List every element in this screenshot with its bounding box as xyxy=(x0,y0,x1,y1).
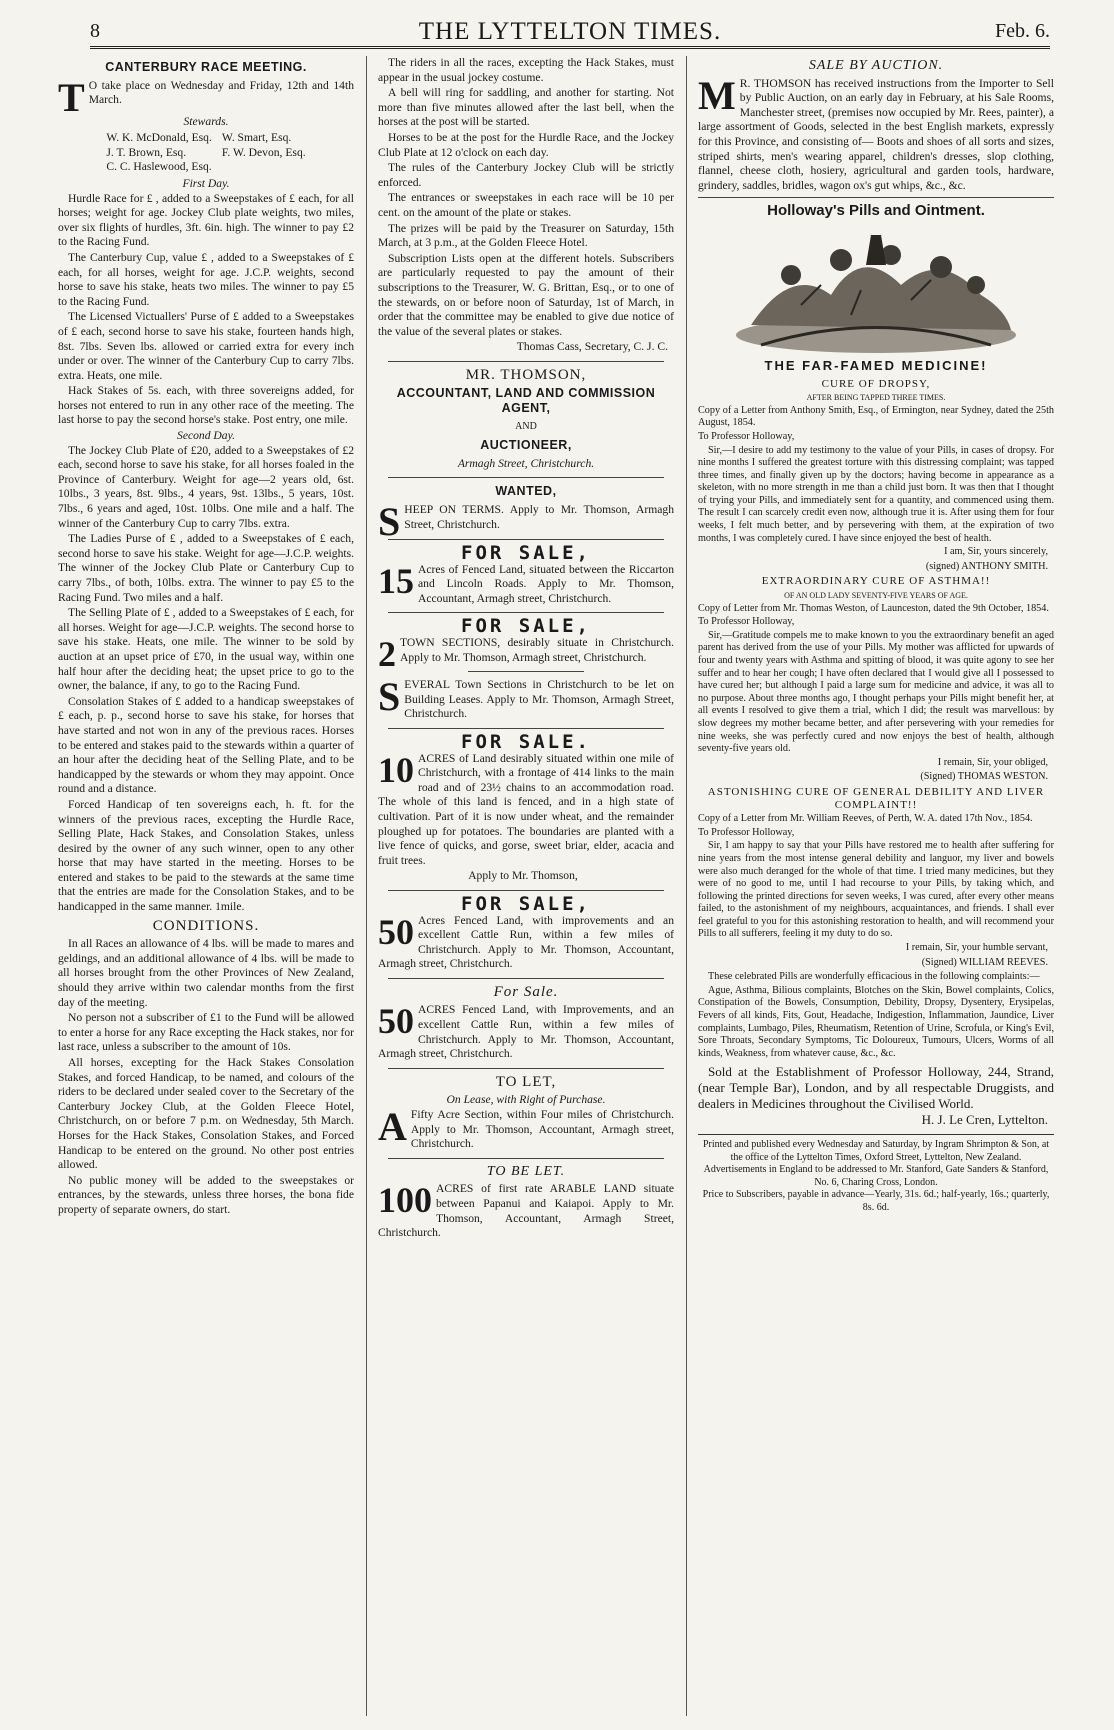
divider xyxy=(388,477,664,478)
ad-50-acres-run: 50 ACRES Fenced Land, with Improvements, and an excellent Cattle Run, within a few miles of Christchurch. Apply to Mr. Thomson, Accountant, Armagh street, Christchurch. xyxy=(378,1001,674,1061)
stewards-left: W. K. McDonald, Esq. J. T. Brown, Esq. C. C. Haslewood, Esq. xyxy=(106,131,212,174)
dropsy-heading: CURE OF DROPSY, xyxy=(821,377,931,390)
issue-date: Feb. 6. xyxy=(995,20,1050,42)
race-entry: Hack Stakes of 5s. each, with three sovereigns added, for horses not entered to run in any other race of the meeting. The last horse to pay the second horse's stake. Post entry, one mile. xyxy=(58,384,354,427)
complaints-list: Ague, Asthma, Bilious complaints, Blotches on the Skin, Bowel complaints, Colics, Constipation of the Bowels, Consumption, Debility, Dropsy, Dysentery, Erysipelas, Fevers of all kinds, Fits, Gout, Headache, Indigestion, Inflammation, Jaundice, Liver complaints, Lumbago, Piles, Rheumatism, Retention of Urine, Scrofula, or King's Evil, Sore Throats, Secondary Symptoms, Tic Doloureux, Tumours, Ulcers, Worms of all kinds, Weakness, from whatever cause, &c., &c. xyxy=(698,984,1054,1059)
divider xyxy=(388,1158,664,1159)
column-divider xyxy=(366,56,367,1716)
condition-paragraph: No public money will be added to the sweepstakes or entrances, by the stewards, unless three horses, the bona fide property of separate owners, do start. xyxy=(58,1173,354,1216)
ad-apply: Apply to Mr. Thomson, xyxy=(468,869,578,883)
newspaper-title: THE LYTTELTON TIMES. xyxy=(418,18,722,45)
race-rule: Horses to be at the post for the Hurdle Race, and the Jockey Club Plate at 12 o'clock on each day. xyxy=(378,130,674,159)
divider xyxy=(388,539,664,540)
sold-at: Sold at the Establishment of Professor Holloway, 244, Strand, (near Temple Bar), London, and by all respectable Druggists, and dealers in Medicines throughout the Civilised World. xyxy=(698,1064,1054,1112)
dropsy-copy: Copy of a Letter from Anthony Smith, Esq., of Ermington, near Sydney, dated the 25th August, 1854. xyxy=(698,404,1054,429)
race-entry: The Ladies Purse of £ , added to a Sweepstakes of £ each, second horse to save his stake. Weight for age—J.C.P. weights. The winner of the Jockey Club Plate or Canterbury Cup to carry 7lbs., of both, 10lbs. extra. The winner to pay £5 to the Racing Fund. Two miles and a half. xyxy=(58,532,354,604)
condition-paragraph: No person not a subscriber of £1 to the Fund will be allowed to enter a horse for any Race excepting the Hack stakes, nor for last race, unless a subscriber to the amount of 10s. xyxy=(58,1011,354,1054)
stewards-right: W. Smart, Esq. F. W. Devon, Esq. xyxy=(221,131,306,159)
stewards-list xyxy=(58,131,354,175)
page-number: 8 xyxy=(90,20,100,42)
auction-notice: M R. THOMSON has received instructions from the Importer to Sell by Public Auction, on an early day in February, at his Sale Rooms, Manchester street, (premises now occupied by Mr. Rees, painter), a large assortment of Goods, selected in the best English markets, expressly for this Province, and consisting of— Boots and shoes of all sorts and sizes, striped shirts, men's wearing apparel, children's dresses, slop clothing, flannel, cheese cloth, hosiery, agricultural and garden tools, hardware, grindery, saddles, bridles, wagon ox's gut whips, &c., &c. xyxy=(698,72,1054,192)
dropsy-letter: Sir,—I desire to add my testimony to the value of your Pills, in cases of dropsy. For nine months I suffered the greatest torture with this distressing complaint; was tapped three times, and finally given up by the doctors; having become in appearance as a skeleton, with no more strength in me than a child just born. It was then that I thought of trying your Pills, and immediately sent for a quantity, and commenced using them. The result I can scarcely credit even now, although true it is. After using them for four weeks, I felt much better, and by persevering with them, at the expiration of two months, I was completely cured. I have since enjoyed the best of health. xyxy=(698,444,1054,544)
asthma-subheading: OF AN OLD LADY SEVENTY-FIVE YEARS OF AGE. xyxy=(784,591,968,601)
column-race-meeting xyxy=(58,56,354,1716)
ad-sheep: SHEEP ON TERMS. Apply to Mr. Thomson, Armagh Street, Christchurch. xyxy=(378,499,674,545)
race-intro: T O take place on Wednesday and Friday, 12th and 14th March. xyxy=(58,74,354,120)
debility-signature: (Signed) WILLIAM REEVES. xyxy=(921,956,1048,968)
for-sale-heading: FOR SALE, xyxy=(461,542,591,565)
column-advertisements xyxy=(378,56,674,1716)
secretary-signature: Thomas Cass, Secretary, C. J. C. xyxy=(516,340,668,354)
ad-town-sections: 2 TOWN SECTIONS, desirably situate in Christchurch. Apply to Mr. Thomson, Armagh street, Christchurch. xyxy=(378,634,674,674)
footer-price: Price to Subscribers, payable in advance—Yearly, 31s. 6d.; half-yearly, 16s.; quarterly, 8s. 6d. xyxy=(702,1189,1050,1213)
race-entry: Hurdle Race for £ , added to a Sweepstakes of £ each, for all horses; weight for age. Jockey Club plate weights, two miles, over six flights of hurdles, 3ft. 6in. high. The winner to pay £2 to the Racing Fund. xyxy=(58,191,354,249)
dropsy-salutation: To Professor Holloway, xyxy=(698,430,795,442)
engraving-illustration xyxy=(731,225,1021,355)
to-be-let-heading: TO BE LET. xyxy=(486,1163,566,1179)
race-entry: The Jockey Club Plate of £20, added to a Sweepstakes of £2 each, second horse to save his stake, for all horses foaled in the Province of Canterbury. Weight for age—2 years old, 6st. 10lbs., 3 years, 8st. 9lbs., 4 years, 9st. 13lbs., 5 years, 10st. 7lbs., 6 years and aged, 10st. 10lbs. One mile and a half. The winner of the Canterbury Cup to carry 7lbs. extra. xyxy=(58,443,354,530)
race-entry: Forced Handicap of ten sovereigns each, h. ft. for the winners of the previous races, excepting the Hurdle Race, Selling Plate, Hack Stakes, and Consolation Stakes, unless desired by the owner of any such winner, open to any other horse that may have started in the meeting. Horses to be entered and stakes to be paid to the stewards at the same time that the entries are made for the Consolation Stakes, and to be handicapped in the same manner. 1mile. xyxy=(58,797,354,914)
asthma-copy: Copy of Letter from Mr. Thomas Weston, of Launceston, dated the 9th October, 1854. xyxy=(698,602,1049,614)
ad-fifty-acre: A Fifty Acre Section, within Four miles of Christchurch. Apply to Mr. Thomson, Accountant, Armagh street, Christchurch. xyxy=(378,1104,674,1151)
second-day-label: Second Day. xyxy=(177,429,235,443)
to-let-heading: TO LET, xyxy=(495,1073,557,1090)
divider xyxy=(468,671,584,672)
wanted-heading: WANTED, xyxy=(495,484,557,499)
masthead xyxy=(90,14,1050,49)
divider xyxy=(388,361,664,362)
race-rule: A bell will ring for saddling, and another for starting. Not more than five minutes allowed after the last bell, when the horses at the post will be started. xyxy=(378,86,674,129)
thomson-and: AND xyxy=(515,420,537,432)
column-holloway xyxy=(698,56,1054,1716)
debility-letter: Sir, I am happy to say that your Pills have restored me to health after suffering for nine years from the most intense general debility and languor, my liver and bowels were also much deranged for the whole of that time. I tried many medicines, but they were of no good to me, until I had recourse to your Pills, by taking which, and following the printed directions for seven weeks, I was cured, after every other means failed, to the astonishment of my neighbours, acquaintances, and friends. I shall ever feel grateful to you for this astonishing restoration to health, and will recommend your Pills to all sufferers, feeling it my duty to do so. xyxy=(698,840,1054,940)
stewards-label: Stewards. xyxy=(183,114,229,128)
ad-50-acres: 50 Acres Fenced Land, with improvements and an excellent Cattle Run, within a few miles of Christchurch. Apply to Mr. Thomson, Accountant, Armagh street, Christchurch. xyxy=(378,911,674,971)
race-rule: The prizes will be paid by the Treasurer on Saturday, 15th March, at 3 p.m., at the Golden Fleece Hotel. xyxy=(378,221,674,250)
race-rule: The entrances or sweepstakes in each race will be 10 per cent. on the amount of the plate or stakes. xyxy=(378,191,674,219)
debility-copy: Copy of a Letter from Mr. William Reeves, of Perth, W. A. dated 17th Nov., 1854. xyxy=(698,813,1033,825)
ad-10-acres: 10 ACRES of Land desirably situated within one mile of Christchurch, with a frontage of 414 links to the main road and of 23½ chains to an accommodation road. The whole of this land is fenced, and in a high state of cultivation. Part of it is now under wheat, and the remainder ploughed up for potatoes. The boundaries are planted with a live fence of quicks, and gorse, sweet briar, elder, acacia and fruit trees. xyxy=(378,749,674,867)
lease-subheading: On Lease, with Right of Purchase. xyxy=(446,1093,606,1107)
divider xyxy=(388,728,664,729)
ad-15-acres: 15 Acres of Fenced Land, situated between the Riccarton and Lincoln Roads. Apply to Mr. Thomson, Accountant, Armagh street, Christchurch. xyxy=(378,560,674,605)
divider xyxy=(388,612,664,613)
thomson-role: ACCOUNTANT, LAND AND COMMISSION AGENT, xyxy=(396,386,656,416)
race-rule: The riders in all the races, excepting the Hack Stakes, must appear in the usual jockey costume. xyxy=(378,56,674,84)
ad-several-sections: SEVERAL Town Sections in Christchurch to be let on Building Leases. Apply to Mr. Thomson, Armagh Street, Christchurch. xyxy=(378,674,674,721)
imprint-footer xyxy=(698,1134,1054,1214)
condition-paragraph: All horses, excepting for the Hack Stakes Consolation Stakes, and forced Handicap, to be named, and colours of the riders to be declared under sealed cover to the Secretary of the Canterbury Jockey Club, at the Golden Fleece Hotel, Christchurch, on or before 7 p.m. on Wednesday, 5th March. Horses for the Hack Stakes, Consolation Stakes, and Forced Handicap to be entered on the ground. No other post entries allowed. xyxy=(58,1056,354,1172)
thomson-address: Armagh Street, Christchurch. xyxy=(457,456,595,470)
agent-name: H. J. Le Cren, Lyttelton. xyxy=(921,1112,1048,1128)
race-rule: The rules of the Canterbury Jockey Club will be strictly enforced. xyxy=(378,161,674,189)
divider xyxy=(388,1068,664,1069)
for-sale-heading: FOR SALE. xyxy=(461,730,591,753)
ad-100-acres: 100 ACRES of first rate ARABLE LAND situate between Papanui and Kaiapoi. Apply to Mr. Thomson, Accountant, Armagh Street, Christchurch. xyxy=(378,1180,674,1240)
holloway-heading: Holloway's Pills and Ointment. xyxy=(767,202,985,220)
race-entry: The Licensed Victuallers' Purse of £ added to a Sweepstakes of £ each, second horse to save his stake, fourteen hands high, 8st. 7lbs. Seven lbs. allowed or carried extra for every inch under or over. The winner of the Canterbury Cup to carry 7lbs. extra. Heats, one mile. xyxy=(58,310,354,382)
dropsy-subheading: AFTER BEING TAPPED THREE TIMES. xyxy=(806,393,946,403)
race-meeting-heading: CANTERBURY RACE MEETING. xyxy=(105,60,307,74)
for-sale-heading: FOR SALE, xyxy=(461,615,591,638)
column-divider xyxy=(686,56,687,1716)
debility-close: I remain, Sir, your humble servant, xyxy=(905,942,1048,954)
debility-salutation: To Professor Holloway, xyxy=(698,826,795,838)
dropsy-signature: (signed) ANTHONY SMITH. xyxy=(925,560,1048,572)
thomson-name: MR. THOMSON, xyxy=(465,366,587,383)
divider xyxy=(388,890,664,891)
debility-heading: ASTONISHING CURE OF GENERAL DEBILITY AND LIVER COMPLAINT!! xyxy=(707,785,1045,811)
dropsy-close: I am, Sir, yours sincerely, xyxy=(944,546,1048,558)
holloway-testimonials xyxy=(698,378,1054,1061)
efficacious-intro: These celebrated Pills are wonderfully efficacious in the following complaints:— xyxy=(708,971,1040,983)
far-famed-heading: THE FAR-FAMED MEDICINE! xyxy=(764,357,988,373)
race-entry: The Canterbury Cup, value £ , added to a Sweepstakes of £ each, for all horses, weight for age. J.C.P. weights, second horse to save his stake, heats two miles. The winner to pay £5 to the Racing Fund. xyxy=(58,250,354,308)
conditions-heading: CONDITIONS. xyxy=(152,917,260,934)
first-day-label: First Day. xyxy=(182,176,230,190)
race-entry: The Selling Plate of £ , added to a Sweepstakes of £ each, for all horses. Weight for age—J.C.P. weights. The second horse to save his stake. Heats, one mile. The winner to be sold by auction at an upset price of £70, in the usual way, within one half hour after the deciding heat; the upset price to go to the owner, the balance, if any, to go to the Racing Fund. xyxy=(58,606,354,693)
asthma-heading: EXTRAORDINARY CURE OF ASTHMA!! xyxy=(761,575,991,588)
footer-printed: Printed and published every Wednesday and Saturday, by Ingram Shrimpton & Son, at the office of the Lyttelton Times, Oxford Street, Lyttelton, New Zealand. xyxy=(702,1139,1050,1163)
divider xyxy=(698,197,1054,198)
race-rule: Subscription Lists open at the different hotels. Subscribers are particularly requested to pay the amount of their subscriptions to the Treasurer, W. G. Brittan, Esq., or to one of the stewards, on or before noon of Saturday, 1st of March, in order that the committee may be enabled to give due notice of the value of the several plates or stakes. xyxy=(378,251,674,338)
thomson-auctioneer: AUCTIONEER, xyxy=(480,438,572,453)
asthma-close: I remain, Sir, your obliged, xyxy=(937,756,1048,768)
for-sale-heading: FOR SALE, xyxy=(461,892,591,915)
asthma-letter: Sir,—Gratitude compels me to make known to you the extraordinary benefit an aged parent has derived from the use of your Pills. My mother was afflicted for upwards of four and twenty years with Asthma and spitting of blood, it was quite agony to see her suffer and to hear her cough; I have often declared that I would give all I possessed to have cured her; but although I paid a large sum for medicine and advice, it was all to no purpose. About three months ago, I thought perhaps your Pills might benefit her, at all events I resolved to give them a trial, which I did; the result was marvellous: by slow degrees my mother became better, and after persevering with your remedies for nine weeks, she was perfectly cured and now enjoys the best of health, although seventy-five years old. xyxy=(698,629,1054,755)
race-entry: Consolation Stakes of £ added to a handicap sweepstakes of £ each, p. p., second horse to save his stake, for horses that have started and not won in any of the previous races. Horses to be entered and stakes paid to the stewards within a quarter of an hour after the deciding heat of the Selling Plate, and to be handicapped by the stewards or whom they may appoint. Once round and a distance. xyxy=(58,694,354,796)
condition-paragraph: In all Races an allowance of 4 lbs. will be made to mares and geldings, and an additional allowance of 4 lbs. will be made to all horses brought from the other Provinces of New Zealand, should they arrive within two calendar months from the first day of the meeting. xyxy=(58,937,354,1009)
asthma-signature: (Signed) THOMAS WESTON. xyxy=(920,771,1048,783)
auction-heading: SALE BY AUCTION. xyxy=(808,58,944,73)
footer-ads: Advertisements in England to be addressed to Mr. Stanford, Gate Sanders & Stanford, No. 6, Charing Cross, London. xyxy=(703,1164,1049,1188)
divider xyxy=(388,978,664,979)
asthma-salutation: To Professor Holloway, xyxy=(698,616,795,628)
for-sale-heading: For Sale. xyxy=(493,983,559,1000)
